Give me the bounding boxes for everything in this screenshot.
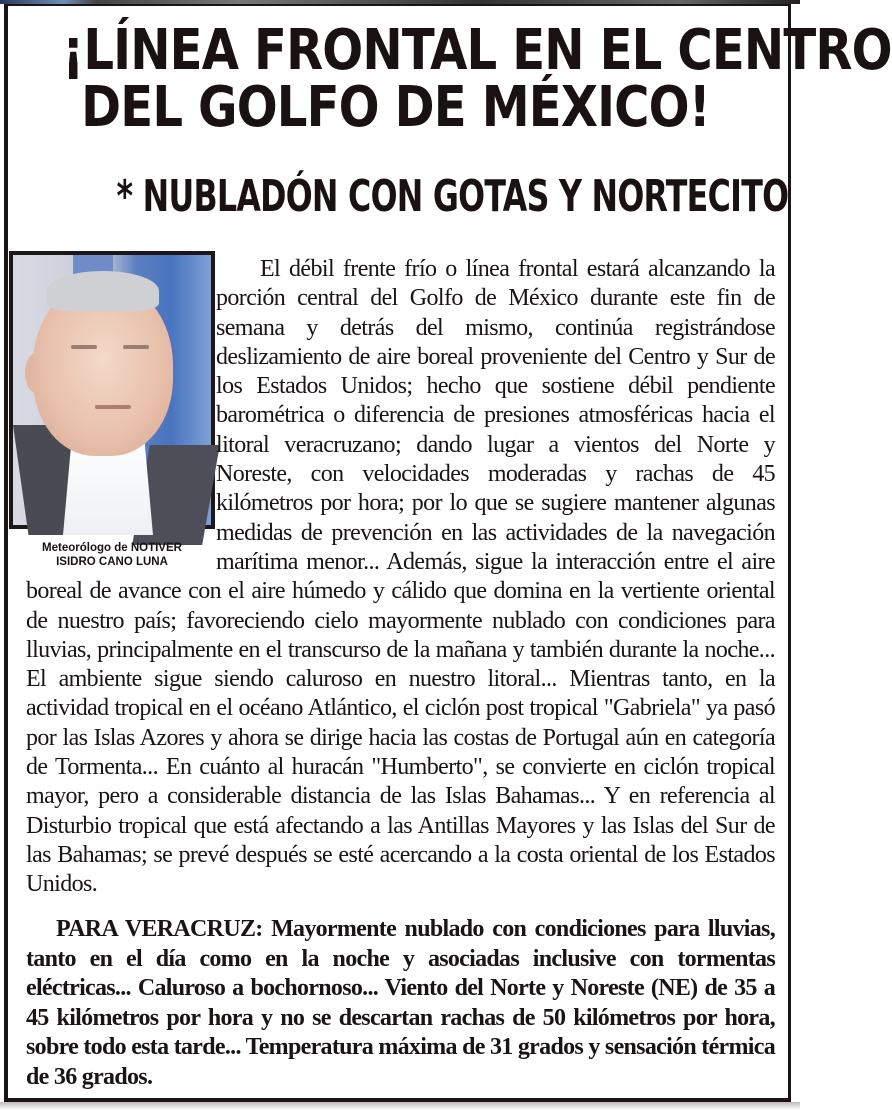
caption-line-1: Meteorólogo de NOTIVER — [42, 542, 182, 554]
caption-line-2: ISIDRO CANO LUNA — [56, 556, 168, 568]
headline — [8, 18, 892, 140]
headline-line-1: ¡LÍNEA FRONTAL EN EL CENTRO — [62, 18, 892, 83]
subheadline: * NUBLADÓN CON GOTAS Y NORTECITO — [116, 171, 789, 222]
photo-wrap-spacer — [10, 255, 216, 571]
headline-line-2: DEL GOLFO DE MÉXICO! — [81, 75, 710, 140]
article-body — [26, 255, 775, 900]
forecast-paragraph: PARA VERACRUZ: Mayormente nublado con condiciones para lluvias, tanto en el día como en la noche y asociadas inclusive con tormentas eléctricas... Caluroso a bochornoso... Viento del Norte y Noreste (NE) de 35 a 45 kilómetros por hora y no se descartan rachas de 50 kilómetros por hora, sobre todo esta tarde... Temperatura máxima de 31 grados y sensación térmica de 36 grados. — [26, 916, 775, 1090]
forecast-section — [26, 915, 775, 1092]
body-paragraph: El débil frente frío o línea frontal estará alcanzando la porción central del Golfo de México durante este fin de semana y detrás del mismo, continúa registrándose deslizamiento de aire boreal proveniente del Centro y Sur de los Estados Unidos; hecho que sostiene débil pendiente barométrica o diferencia de presiones atmosféricas hacia el litoral veracruzano; dando lugar a vientos del Norte y Noreste, con velocidades moderadas y rachas de 45 kilómetros por hora; por lo que se sugiere mantener algunas medidas de prevención en las actividades de la navegación marítima menor... Además, sigue la interacción entre el aire boreal de avance con el aire húmedo y cálido que domina en la vertiente oriental de nuestro país; favoreciendo cielo mayormente nublado con condiciones para lluvias, principalmente en el transcurso de la mañana y también durante la noche... El ambiente sigue siendo caluroso en nuestro litoral... Mientras tanto, en la actividad tropical en el océano Atlántico, el ciclón post tropical "Gabriela" ya pasó por las Islas Azores y ahora se dirige hacia las costas de Portugal aún en categoría de Tormenta... En cuánto al huracán "Humberto", se convierte en ciclón tropical mayor, pero a considerable distancia de las Islas Bahamas... Y en referencia al Disturbio tropical que está afectando a las Antillas Mayores y las Islas del Sur de las Bahamas; se prevé después se esté acercando a la costa oriental de los Estados Unidos. — [26, 256, 775, 898]
bottom-shadow — [0, 1102, 800, 1110]
